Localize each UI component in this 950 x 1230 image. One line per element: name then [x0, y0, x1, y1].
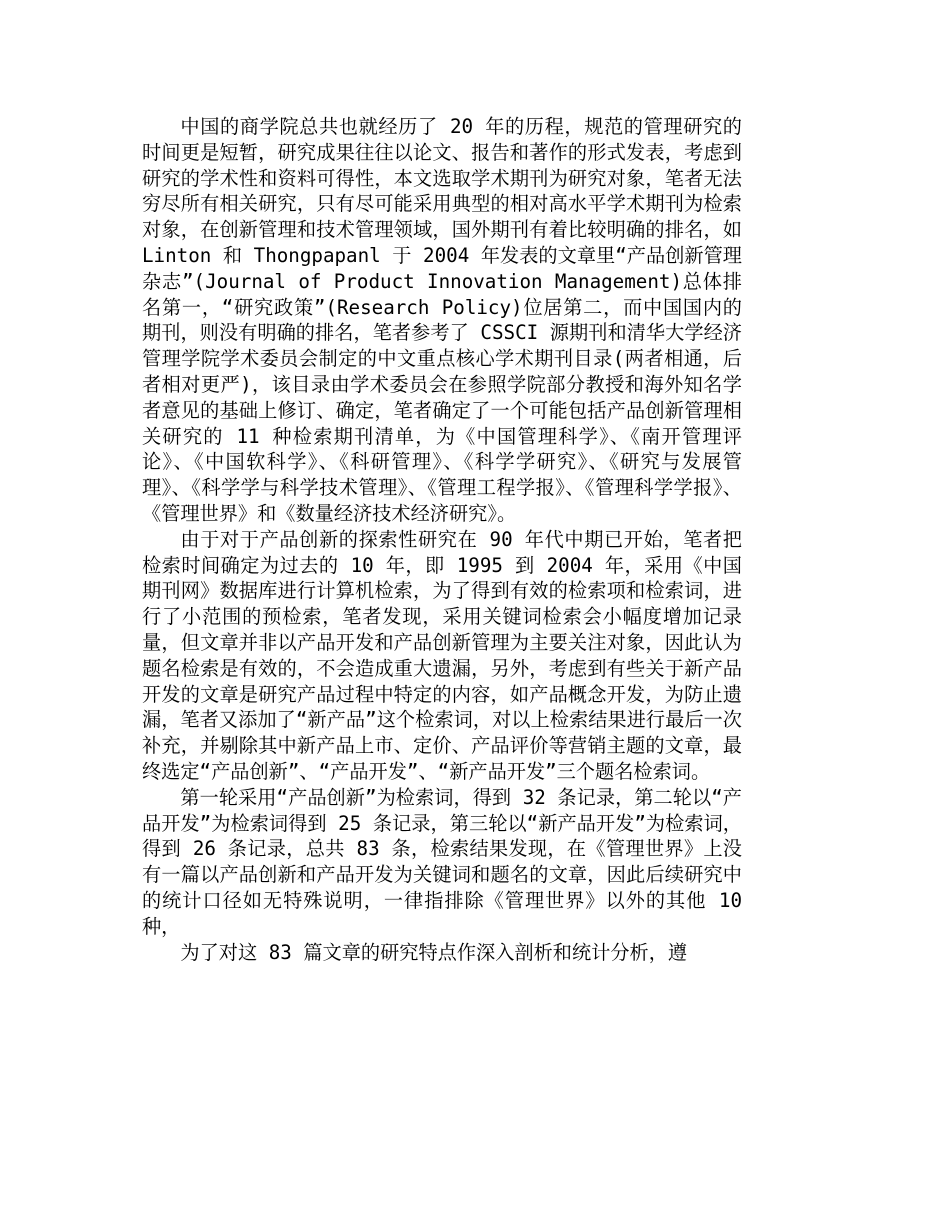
paragraph-search-scope: 中国的商学院总共也就经历了 20 年的历程，规范的管理研究的时间更是短暂，研究成果往往以论文、报告和著作的形式发表，考虑到研究的学术性和资料可得性，本文选取学术期刊为研究对象，笔者无法穷尽所有相关研究，只有尽可能采用典型的相对高水平学术期刊为检索对象，在创新管理和技术管理领域，国外期刊有着比较明确的排名，如 Linton 和 Thongpapanl 于 2004 年发表的文章里“产品创新管理杂志”(Journal of Product Innovation Management)总体排名第一，“研究政策”(Research Policy)位居第二，而中国国内的期刊，则没有明确的排名，笔者参考了 CSSCI 源期刊和清华大学经济管理学院学术委员会制定的中文重点核心学术期刊目录(两者相通，后者相对更严)，该目录由学术委员会在参照学院部分教授和海外知名学者意见的基础上修订、确定，笔者确定了一个可能包括产品创新管理相关研究的 11 种检索期刊清单，为《中国管理科学》、《南开管理评论》、《中国软科学》、《科研管理》、《科学学研究》、《研究与发展管理》、《科学学与科学技术管理》、《管理工程学报》、《管理科学学报》、《管理世界》和《数量经济技术经济研究》。	[142, 115, 742, 525]
paragraph-analysis-intro: 为了对这 83 篇文章的研究特点作深入剖析和统计分析，遵	[180, 940, 688, 964]
paragraph-search-period: 由于对于产品创新的探索性研究在 90 年代中期已开始，笔者把检索时间确定为过去的 10 年，即 1995 到 2004 年，采用《中国期刊网》数据库进行计算机检索，为了得到有效的检索项和检索词，进行了小范围的预检索，笔者发现，采用关键词检索会小幅度增加记录量，但文章并非以产品开发和产品创新管理为主要关注对象，因此认为题名检索是有效的，不会造成重大遗漏，另外，考虑到有些关于新产品开发的文章是研究产品过程中特定的内容，如产品概念开发，为防止遗漏，笔者又添加了“新产品”这个检索词，对以上检索结果进行最后一次补充，并剔除其中新产品上市、定价、产品评价等营销主题的文章，最终选定“产品创新”、“产品开发”、“新产品开发”三个题名检索词。	[142, 527, 742, 783]
document-body	[142, 114, 742, 965]
paragraph-search-rounds: 第一轮采用“产品创新”为检索词，得到 32 条记录，第二轮以“产品开发”为检索词得到 25 条记录，第三轮以“新产品开发”为检索词，得到 26 条记录，总共 83 条，检索结果发现，在《管理世界》上没有一篇以产品创新和产品开发为关键词和题名的文章，因此后续研究中的统计口径如无特殊说明，一律指排除《管理世界》以外的其他 10 种，	[142, 785, 742, 938]
